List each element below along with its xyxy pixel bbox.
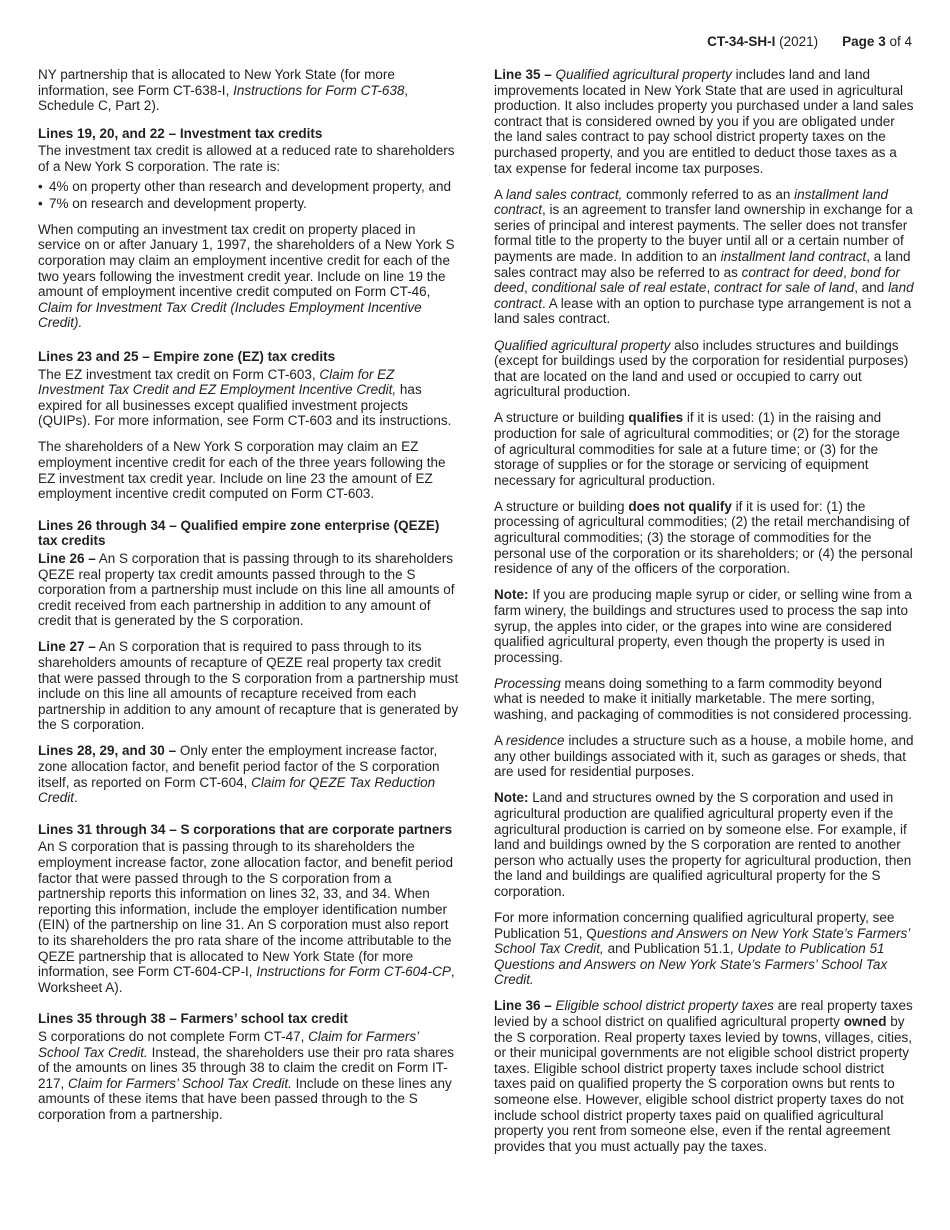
right-column xyxy=(494,67,914,1165)
section-heading: Lines 35 through 38 – Farmers’ school tax credit xyxy=(38,1011,348,1027)
left-column xyxy=(38,67,460,1133)
paragraph: For more information concerning qualified agricultural property, see Publication 51, Questions and Answers on New York State’s Farmers’ School Tax Credit, and Publication 51.1, Update to Publication 51 Questions and Answers on New York State’s Farmers’ School Tax Credit. xyxy=(494,910,910,988)
page-label: Page xyxy=(842,34,875,49)
paragraph: A structure or building does not qualify if it is used for: (1) the processing of agricultural commodities; (2) the retail merchandising of agricultural commodities; (3) the storage of commodities for the personal use of the corporation or its shareholders; or (4) the personal residence of any of the officers of the corporation. xyxy=(494,498,913,577)
paragraph: The investment tax credit is allowed at a reduced rate to shareholders of a New York S corporation. The rate is: xyxy=(38,143,455,174)
rate-list xyxy=(38,179,460,212)
list-item: • 7% on research and development property. xyxy=(38,196,460,212)
paragraph: Lines 28, 29, and 30 – Only enter the employment increase factor, zone allocation factor, and benefit period factor of the S corporation itself, as reported on Form CT-604, Claim for QEZE Tax Reduction Credit. xyxy=(38,743,440,806)
list-item: • 4% on property other than research and development property, and xyxy=(38,179,460,195)
page-header xyxy=(707,34,912,50)
paragraph: The EZ investment tax credit on Form CT-603, Claim for EZ Investment Tax Credit and EZ Employment Incentive Credit, has expired for all businesses except qualified investment projects (QUIPs). For more information, see Form CT-603 and its instructions. xyxy=(38,366,452,429)
form-year: (2021) xyxy=(779,34,819,49)
paragraph: Processing means doing something to a farm commodity beyond what is needed to make it initially marketable. The mere sorting, washing, and packaging of commodities is not considered processing. xyxy=(494,675,912,722)
section-heading: Lines 26 through 34 – Qualified empire zone enterprise (QEZE) tax credits xyxy=(38,517,440,549)
note-paragraph: Note: If you are producing maple syrup or cider, or selling wine from a farm winery, the buildings and structures used to process the sap into syrup, the apples into cider, or the grapes into wine are considered qualified agricultural property, even though the property is used in processing. xyxy=(494,587,912,665)
section-heading: Lines 19, 20, and 22 – Investment tax credits xyxy=(38,125,323,141)
paragraph: A residence includes a structure such as a house, a mobile home, and any other buildings associated with it, such as garages or sheds, that are used for residential purposes. xyxy=(494,733,914,780)
section-heading: Lines 31 through 34 – S corporations that are corporate partners xyxy=(38,821,453,837)
paragraph: A land sales contract, commonly referred to as an installment land contract, is an agreement to transfer land ownership in exchange for a series of principal and interest payments. The seller does not transfer formal title to the property to the buyer until all or a certain number of payments are made. In addition to an installment land contract, a land sales contract may also be referred to as contract for deed, bond for deed, conditional sale of real estate, contract for sale of land, and land contract. A lease with an option to purchase type arrangement is not a land sales contract. xyxy=(494,186,914,327)
paragraph: An S corporation that is passing through to its shareholders the employment increase factor, zone allocation factor, and benefit period factor that were passed through to the S corporation from a partnership reports this information on lines 32, 33, and 34. When reporting this information, include the employer identification number (EIN) of the partnership on line 31. An S corporation must also report to its shareholders the pro rata share of the income attributable to the QEZE partnership that is allocated to New York State (for more information, see Form CT-604-CP-I, Instructions for Form CT-604-CP, Worksheet A). xyxy=(38,839,455,995)
paragraph: Line 36 – Eligible school district property taxes are real property taxes levied by a school district on qualified agricultural property owned by the S corporation. Real property taxes levied by towns, villages, cities, or their municipal governments are not eligible school district property taxes. Eligible school district property taxes include school district taxes paid on qualified property the S corporation owns but rents to someone else. However, eligible school district property taxes do not include school district property taxes paid on qualified agricultural property you rent from someone else, even if the rental agreement provides that you must actually pay the taxes. xyxy=(494,998,913,1154)
paragraph: When computing an investment tax credit on property placed in service on or after January 1, 1997, the shareholders of a New York S corporation may claim an employment incentive credit for each of the two years following the investment credit year. Include on line 19 the amount of employment incentive credit computed on Form CT-46, Claim for Investment Tax Credit (Includes Employment Incentive Credit). xyxy=(38,221,455,331)
paragraph: A structure or building qualifies if it is used: (1) in the raising and production for sale of agricultural commodities; or (2) for the storage of agricultural commodities for sale at a future time; or (3) for the storage of supplies or for the storage or servicing of equipment necessary for agricultural production. xyxy=(494,410,900,488)
paragraph: NY partnership that is allocated to New York State (for more information, see Form CT-638-I, Instructions for Form CT-638, Schedule C, Part 2). xyxy=(38,67,409,114)
paragraph: Qualified agricultural property also includes structures and buildings (except for buildings used by the corporation for residential purposes) that are located on the land and used or occupied to carry out agricultural production. xyxy=(494,337,909,400)
section-heading: Lines 23 and 25 – Empire zone (EZ) tax credits xyxy=(38,348,336,364)
paragraph: Line 26 – An S corporation that is passing through to its shareholders QEZE real property tax credit amounts passed through to the S corporation from a partnership must include on this line all amounts of credit received from each partnership in addition to any amount of credit that is generated by the S corporation. xyxy=(38,550,455,629)
paragraph: The shareholders of a New York S corporation may claim an EZ employment incentive credit for each of the three years following the EZ investment tax credit year. Include on line 23 the amount of EZ employment incentive credit computed on Form CT-603. xyxy=(38,439,446,502)
page-total: of 4 xyxy=(889,34,912,49)
paragraph: Line 27 – An S corporation that is required to pass through to its shareholders amounts of recapture of QEZE real property tax credit that were passed through to the S corporation from a partnership must include on this line all amounts of recapture received from each partnership in addition to any amount of recapture that is generated by the S corporation. xyxy=(38,639,459,733)
paragraph: Line 35 – Qualified agricultural property includes land and land improvements located in New York State that are used in agricultural production. It also includes property you purchased under a land sales contract that is considered owned by you if you are obligated under the land sales contract to pay school district property taxes on the purchased property, and you are entitled to deduct those taxes as a tax expense for federal income tax purposes. xyxy=(494,67,914,176)
note-paragraph: Note: Land and structures owned by the S corporation and used in agricultural production are qualified agricultural property even if the agricultural production is carried on by someone else. For example, if land and buildings owned by the S corporation are rented to another person who actually uses the property for agricultural production, then the land and buildings are qualified agricultural property for the S corporation. xyxy=(494,790,912,899)
form-number: CT-34-SH-I xyxy=(707,34,776,49)
page-number: 3 xyxy=(878,34,886,49)
paragraph: S corporations do not complete Form CT-47, Claim for Farmers’ School Tax Credit. Instead, the shareholders use their pro rata shares of the amounts on lines 35 through 38 to claim the credit on Form IT-217, Claim for Farmers’ School Tax Credit. Include on these lines any amounts of these items that have been passed through to the S corporation from a partnership. xyxy=(38,1028,454,1122)
